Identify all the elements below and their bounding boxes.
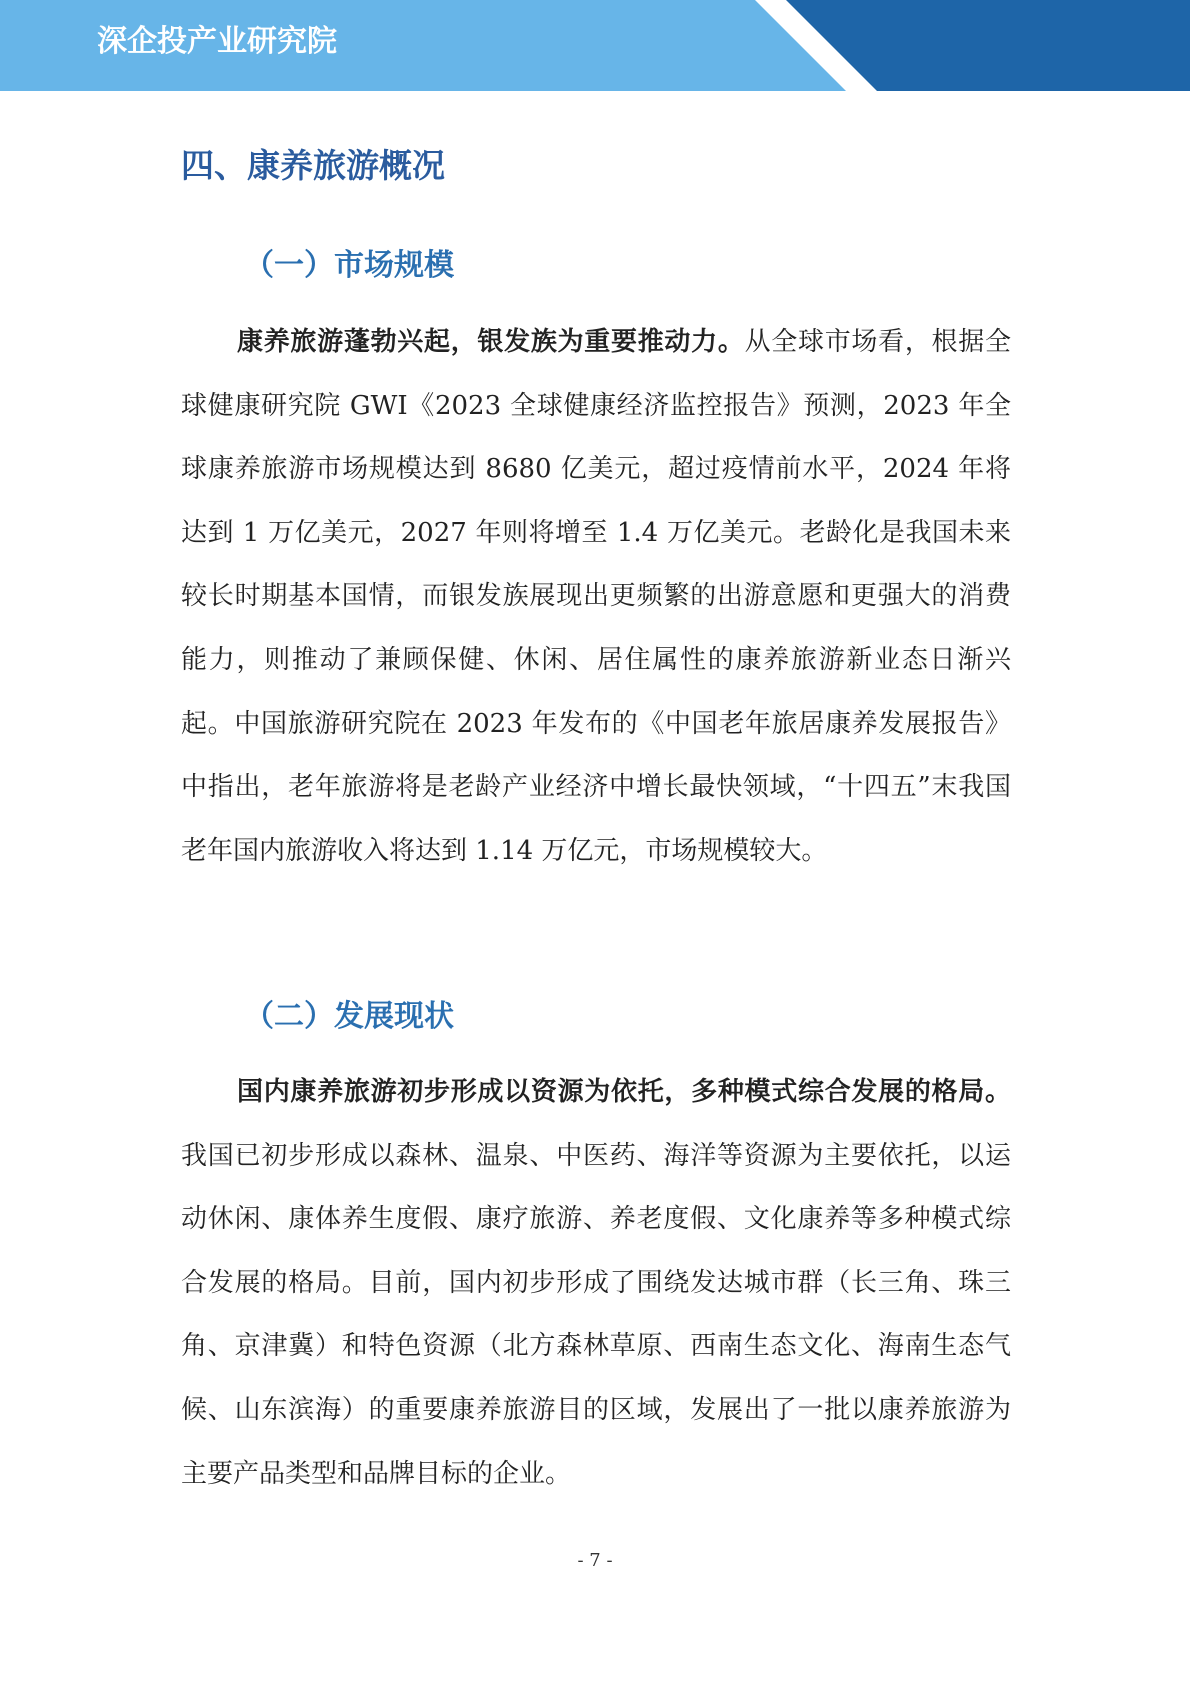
header-dark-band	[786, 0, 1190, 91]
subsection-title-market-size: （一）市场规模	[244, 248, 454, 283]
paragraph-body: 我国已初步形成以森林、温泉、中医药、海洋等资源为主要依托，以运动休闲、康体养生度假、康疗旅游、养老度假、文化康养等多种模式综合发展的格局。目前，国内初步形成了围绕发达城市群（长三角、珠三角、京津冀）和特色资源（北方森林草原、西南生态文化、海南生态气候、山东滨海）的重要康养旅游目的区域，发展出了一批以康养旅游为主要产品类型和品牌目标的企业。	[181, 1140, 1011, 1489]
paragraph-lead-bold: 国内康养旅游初步形成以资源为依托，多种模式综合发展的格局。	[237, 1077, 1011, 1107]
subsection-title-development-status: （二）发展现状	[244, 999, 454, 1034]
paragraph-development-status	[181, 1061, 1011, 1506]
page-header-banner	[0, 0, 1190, 91]
page-number: - 7 -	[577, 1550, 613, 1571]
paragraph-body: 从全球市场看，根据全球健康研究院 GWI《2023 全球健康经济监控报告》预测，2023 年全球康养旅游市场规模达到 8680 亿美元，超过疫情前水平，2024 年将达到 1 万亿美元，2027 年则将增至 1.4 万亿美元。老龄化是我国未来较长时期基本国情，而银发族展现出更频繁的出游意愿和更强大的消费能力，则推动了兼顾保健、休闲、居住属性的康养旅游新业态日渐兴起。中国旅游研究院在 2023 年发布的《中国老年旅居康养发展报告》中指出，老年旅游将是老龄产业经济中增长最快领域，“十四五”末我国老年国内旅游收入将达到 1.14 万亿元，市场规模较大。	[181, 327, 1011, 866]
paragraph-lead-bold: 康养旅游蓬勃兴起，银发族为重要推动力。	[237, 327, 745, 357]
organization-name: 深企投产业研究院	[97, 24, 337, 59]
paragraph-market-size	[181, 311, 1011, 883]
section-title: 四、康养旅游概况	[181, 146, 445, 185]
